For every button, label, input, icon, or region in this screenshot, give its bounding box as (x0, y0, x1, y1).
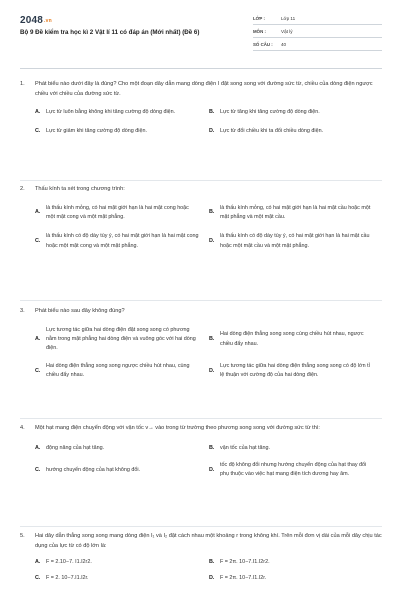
question-divider (20, 526, 382, 527)
option-b[interactable]: B. vận tốc của hạt tăng. (209, 444, 271, 451)
question-number: 2. (20, 186, 25, 192)
option-c[interactable]: C. Hai dòng điện thẳng song song ngược chiều hút nhau, cùng chiều đẩy nhau. (35, 362, 190, 379)
question-3 (20, 307, 382, 381)
answer-options (35, 444, 382, 480)
option-a[interactable]: A. F = 2.10−7. I1.I2r2. (35, 559, 92, 566)
option-d[interactable]: D. F = 2π. 10−7.I1.I2r. (209, 574, 267, 581)
option-b[interactable]: B. Hai dòng điện thẳng song song cùng chiều hút nhau, ngược chiều đẩy nhau. (209, 331, 364, 347)
question-2 (20, 185, 382, 251)
answer-options (35, 204, 382, 252)
answer-options (35, 558, 382, 583)
question-number: 3. (20, 308, 25, 314)
meta-row-subject (253, 25, 382, 38)
option-d[interactable]: D. Lực từ đổi chiều khi ta đổi chiều dòng điện. (209, 127, 324, 134)
question-divider (20, 418, 382, 419)
question-stem (20, 532, 382, 551)
meta-value: 40 (281, 41, 287, 47)
meta-key: LỚP : (253, 15, 265, 21)
site-logo[interactable]: 2048.vn (20, 15, 52, 26)
meta-key: MÔN : (253, 28, 266, 34)
document-title: Bộ 9 Đề kiểm tra học kì 2 Vật lí 11 có đáp án (Mới nhất) (Đề 6) (20, 29, 200, 36)
meta-value: Lớp 11 (281, 15, 296, 21)
option-d[interactable]: D. Lực tương tác giữa hai dòng điện thẳng song song có độ lớn tỉ lệ thuận với cường độ của hai dòng điện. (209, 362, 370, 379)
question-4 (20, 424, 382, 480)
option-a[interactable]: A. là thấu kính mỏng, có hai mặt giới hạn là hai mặt cong hoặc một mặt cong và một mặt phẳng. (35, 204, 189, 220)
meta-value: Vật lý (281, 28, 293, 34)
option-b[interactable]: B. Lực từ tăng khi tăng cường độ dòng điện. (209, 109, 320, 116)
option-d[interactable]: D. tốc độ không đổi nhưng hướng chuyển động của hạt thay đổi phụ thuộc vào việc hạt mang điện tích dương hay âm. (209, 462, 367, 478)
option-c[interactable]: C. F = 2. 10−7.I1.I2r. (35, 574, 89, 581)
question-stem (20, 307, 382, 317)
question-stem (20, 80, 382, 99)
question-text: Hai dây dẫn thẳng song song mang dòng điện I₁ và I₂ đặt cách nhau một khoảng r trong không khí. Trên mỗi đơn vị dài của mỗi dây chịu tác dụng của lực từ có độ lớn là: (35, 533, 382, 549)
question-number: 1. (20, 81, 25, 87)
option-c[interactable]: C. là thấu kính có độ dày tùy ý, có hai mặt giới hạn là hai mặt cong hoặc một mặt cong và một mặt phẳng. (35, 233, 199, 249)
answer-options (35, 108, 382, 136)
option-c[interactable]: C. hướng chuyển động của hạt không đổi. (35, 466, 141, 473)
question-number: 5. (20, 533, 25, 539)
question-divider (20, 300, 382, 301)
option-b[interactable]: B. là thấu kính mỏng, có hai mặt giới hạn là hai mặt cầu hoặc một mặt phẳng và một mặt cầu. (209, 204, 371, 220)
question-divider (20, 180, 382, 181)
question-text: Phát biểu nào dưới đây là đúng? Cho một đoạn dây dẫn mang dòng điện I đặt song song với đường sức từ, chiều của dòng điện ngược chiều với chiều của đường sức từ. (35, 81, 373, 97)
question-text: Phát biểu nào sau đây không đúng? (35, 308, 125, 314)
page-header (20, 12, 382, 62)
meta-row-question-count (253, 38, 382, 51)
exam-meta-table (253, 12, 382, 51)
question-1 (20, 80, 382, 136)
option-c[interactable]: C. Lực từ giảm khi tăng cường độ dòng điện. (35, 127, 147, 134)
header-divider (20, 68, 382, 69)
question-stem (20, 185, 382, 195)
question-text: Thấu kính ta xét trong chương trình: (35, 186, 125, 192)
question-text: Một hạt mang điện chuyển động với vận tốc v→ vào trong từ trường theo phương song song với đường sức từ thì: (35, 425, 320, 431)
option-d[interactable]: D. là thấu kính có độ dày tùy ý, có hai mặt giới hạn là hai mặt cầu hoặc một mặt cầu và một mặt phẳng. (209, 233, 370, 249)
meta-row-grade (253, 12, 382, 25)
option-a[interactable]: A. động năng của hạt tăng. (35, 444, 105, 451)
question-number: 4. (20, 425, 25, 431)
option-a[interactable]: A. Lực tương tác giữa hai dòng điện đặt song song có phương nằm trong mặt phẳng hai dòng điện và vuông góc với hai dòng điện. (35, 326, 196, 352)
question-5 (20, 532, 382, 583)
option-b[interactable]: B. F = 2π. 10−7.I1.I2r2. (209, 559, 270, 566)
question-stem (20, 424, 382, 434)
option-a[interactable]: A. Lực từ luôn bằng không khi tăng cường độ dòng điện. (35, 109, 176, 116)
meta-key: SỐ CÂU : (253, 41, 273, 47)
answer-options (35, 326, 382, 381)
